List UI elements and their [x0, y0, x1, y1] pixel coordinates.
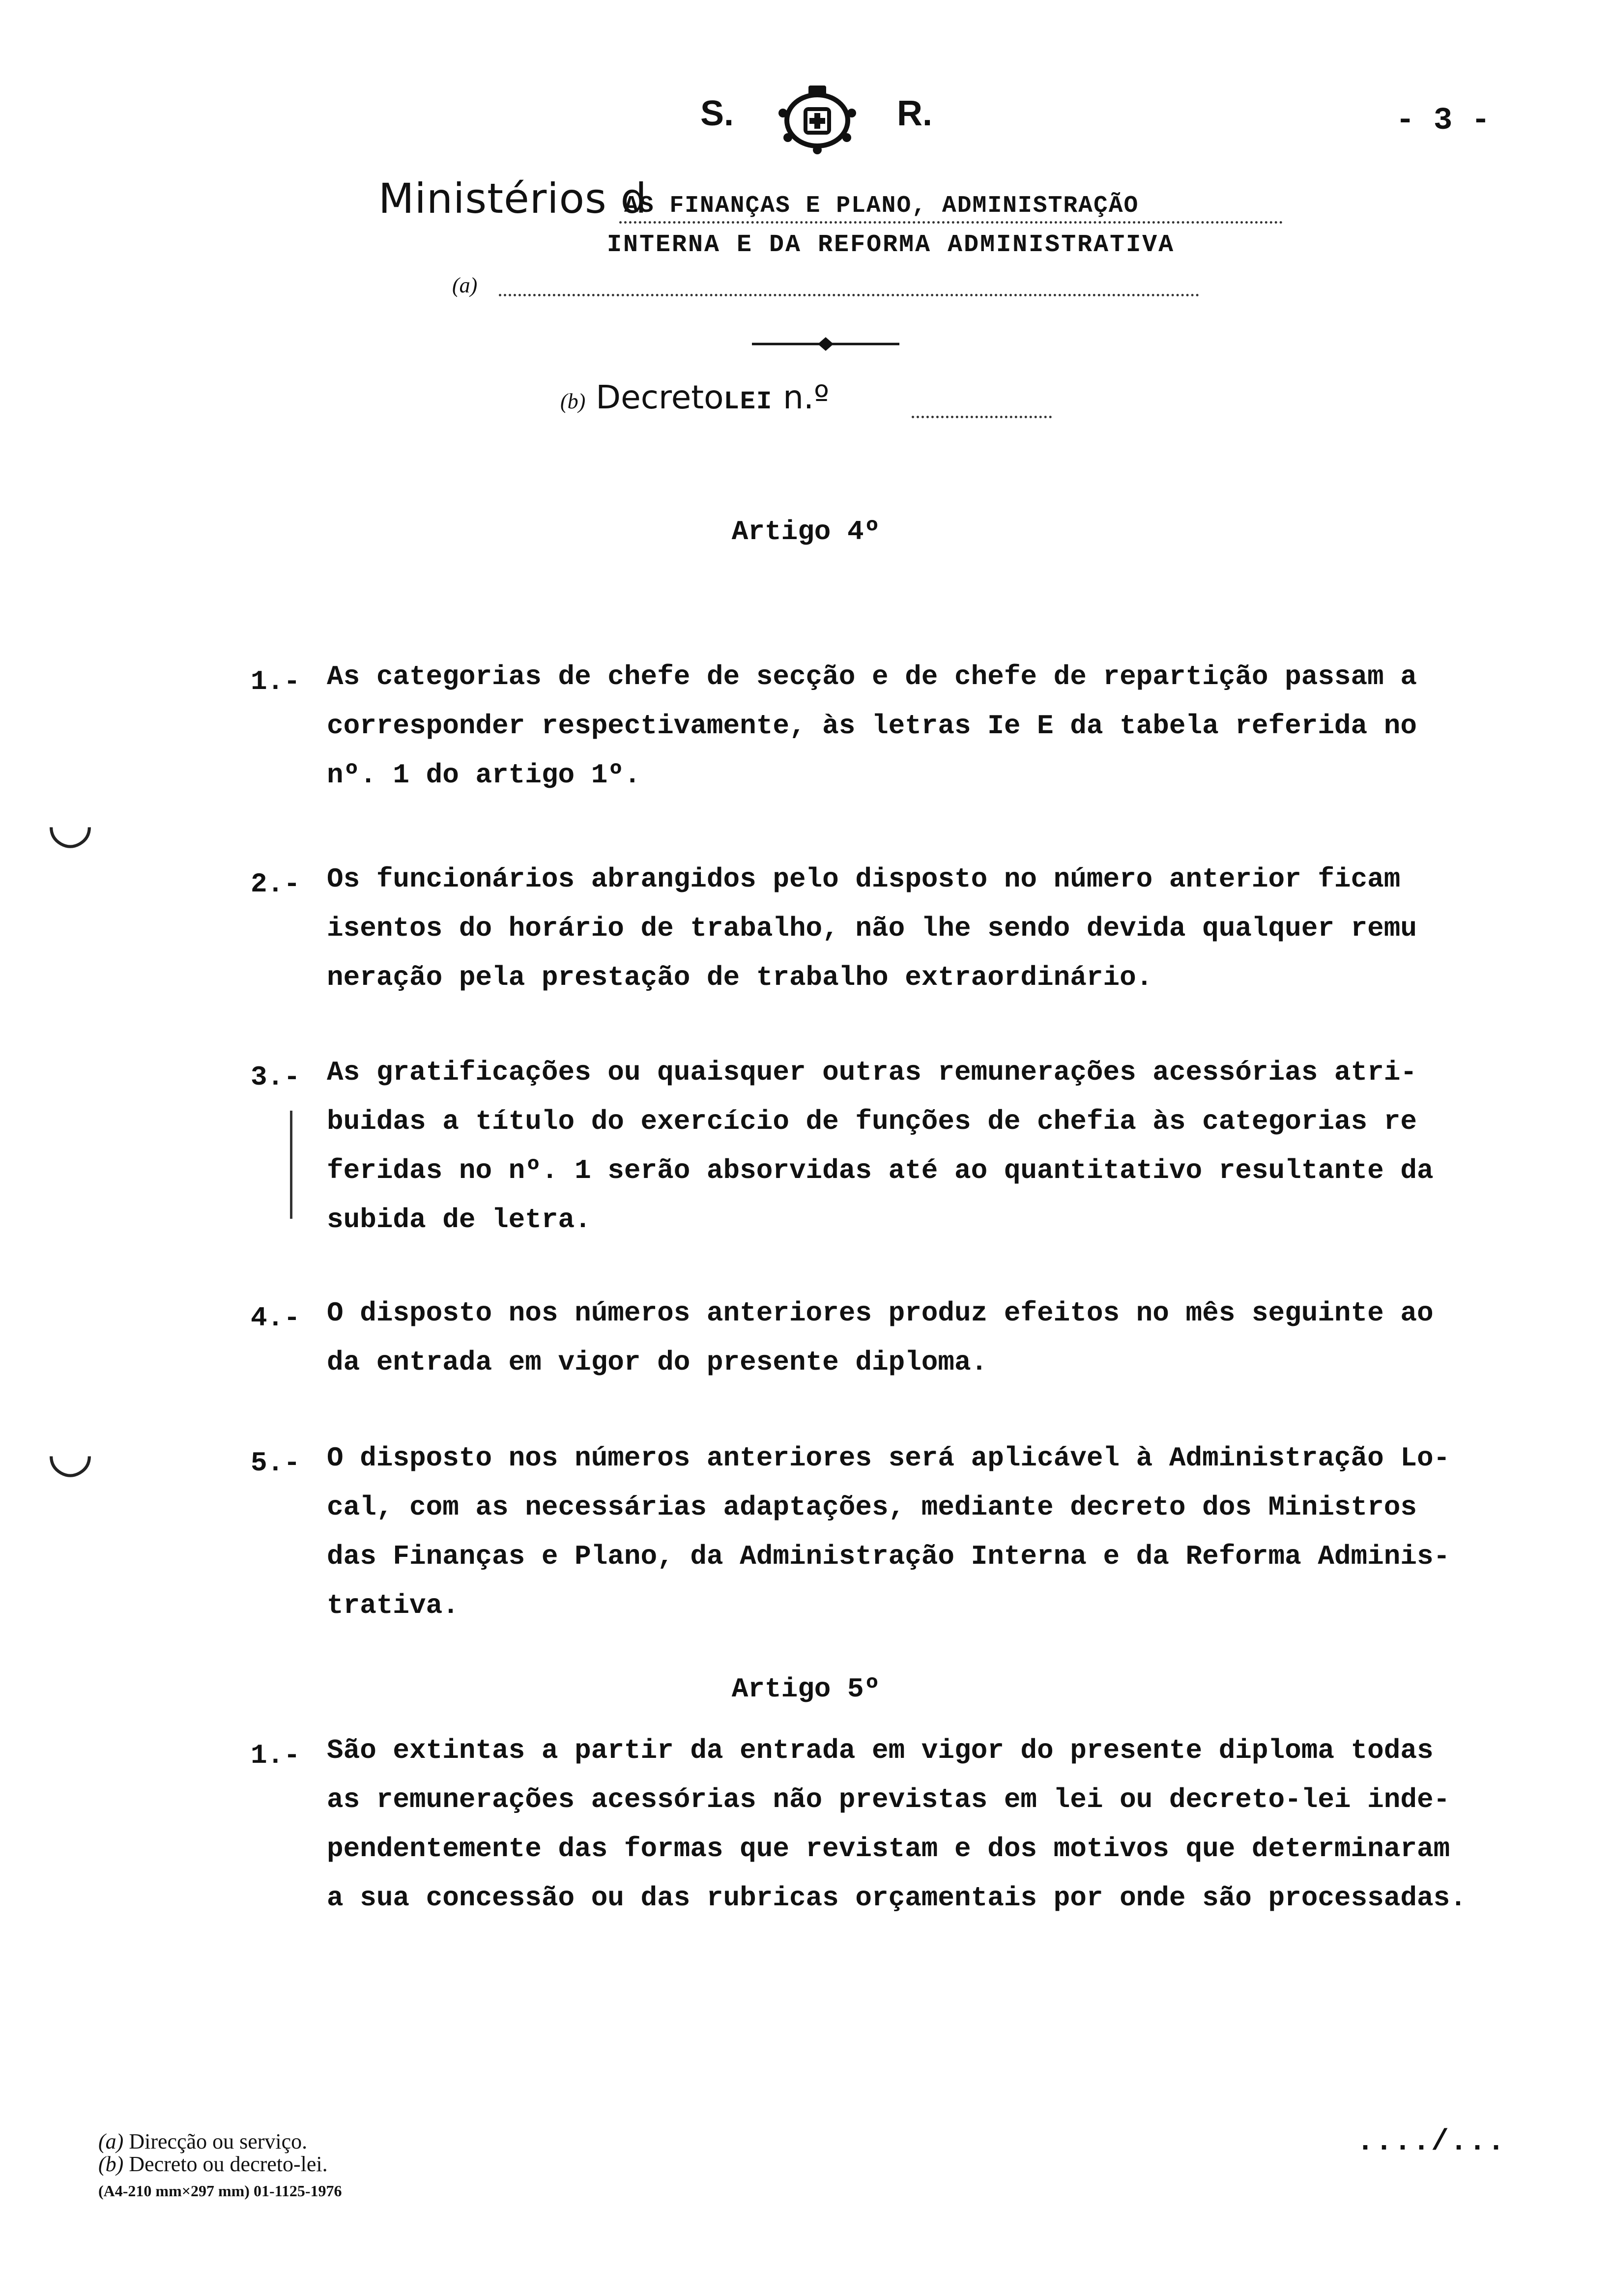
paragraph-line: corresponder respectivamente, às letras Ie E da tabela referida no — [327, 710, 1417, 742]
article-4-paragraph-2-number: 2.- — [251, 868, 300, 900]
paragraph-line: as remunerações acessórias não previstas em lei ou decreto-lei inde- — [327, 1784, 1450, 1815]
direction-fill-line — [499, 294, 1199, 296]
article-4-paragraph-3 — [327, 1048, 1531, 1244]
decree-type: LEI — [723, 387, 773, 416]
ministry-label: Ministérios d — [378, 174, 647, 223]
continuation-mark: ..../... — [1356, 2125, 1506, 2159]
paragraph-line: pendentemente das formas que revistam e dos motivos que determinaram — [327, 1833, 1450, 1865]
direction-note-marker: (a) — [452, 273, 478, 297]
footnote-b — [98, 2153, 328, 2176]
paragraph-line: Os funcionários abrangidos pelo disposto no número anterior ficam — [327, 863, 1401, 895]
ornament-divider — [752, 334, 899, 354]
paragraph-line: trativa. — [327, 1590, 459, 1621]
article-4-paragraph-4-number: 4.- — [251, 1302, 300, 1334]
page-number: - 3 - — [1396, 103, 1491, 139]
footnotes — [98, 2130, 328, 2176]
paragraph-line: isentos do horário de trabalho, não lhe sendo devida qualquer remu — [327, 913, 1417, 944]
article-5-paragraph-1 — [327, 1726, 1531, 1923]
paragraph-line: nº. 1 do artigo 1º. — [327, 759, 641, 791]
decree-heading — [560, 378, 829, 416]
decree-label: Decreto — [596, 378, 724, 416]
sr-header — [700, 84, 956, 157]
paragraph-line: a sua concessão ou das rubricas orçamentais por onde são processadas. — [327, 1882, 1467, 1914]
article-4-paragraph-4 — [327, 1289, 1531, 1387]
paragraph-line: O disposto nos números anteriores será aplicável à Administração Lo- — [327, 1442, 1450, 1474]
margin-revision-mark — [290, 1111, 292, 1219]
margin-tick-mark: ◡ — [47, 793, 94, 853]
footnote-a-text: Direcção ou serviço. — [129, 2129, 308, 2153]
decree-number-label: n.º — [783, 378, 830, 416]
article-4-paragraph-1 — [327, 652, 1531, 800]
paragraph-line: da entrada em vigor do presente diploma. — [327, 1347, 988, 1378]
paragraph-line: O disposto nos números anteriores produz efeitos no mês seguinte ao — [327, 1297, 1434, 1329]
paragraph-line: buidas a título do exercício de funções de chefia às categorias re — [327, 1106, 1417, 1137]
paragraph-line: feridas no nº. 1 serão absorvidas até ao quantitativo resultante da — [327, 1155, 1434, 1186]
footnote-b-text: Decreto ou decreto-lei. — [129, 2152, 328, 2176]
ministry-name-line2: INTERNA E DA REFORMA ADMINISTRATIVA — [607, 231, 1175, 259]
margin-tick-mark: ◡ — [47, 1422, 94, 1482]
coat-of-arms-icon — [773, 84, 862, 157]
paragraph-line: As gratificações ou quaisquer outras remunerações acessórias atri- — [327, 1057, 1417, 1088]
article-4-paragraph-1-number: 1.- — [251, 666, 300, 697]
footnote-a — [98, 2130, 328, 2153]
footnote-b-marker: (b) — [98, 2152, 124, 2176]
article-4-paragraph-5 — [327, 1434, 1531, 1630]
sr-left: S. — [700, 94, 734, 133]
paragraph-line: As categorias de chefe de secção e de chefe de repartição passam a — [327, 661, 1417, 692]
paragraph-line: cal, com as necessárias adaptações, mediante decreto dos Ministros — [327, 1492, 1417, 1523]
paragraph-line: neração pela prestação de trabalho extraordinário. — [327, 962, 1153, 993]
decree-number-fill-line — [912, 416, 1052, 418]
paragraph-line: subida de letra. — [327, 1204, 591, 1235]
paragraph-line: das Finanças e Plano, da Administração Interna e da Reforma Adminis- — [327, 1541, 1450, 1572]
form-code: (A4-210 mm×297 mm) 01-1125-1976 — [98, 2182, 342, 2200]
ministry-name-line1: AS FINANÇAS E PLANO, ADMINISTRAÇÃO — [619, 193, 1283, 224]
article-5-title: Artigo 5º — [731, 1673, 881, 1705]
article-4-paragraph-3-number: 3.- — [251, 1062, 300, 1093]
sr-right: R. — [897, 94, 932, 133]
article-4-paragraph-2 — [327, 855, 1531, 1002]
article-5-paragraph-1-number: 1.- — [251, 1740, 300, 1771]
decree-note-marker: (b) — [560, 389, 586, 413]
footnote-a-marker: (a) — [98, 2129, 124, 2153]
paragraph-line: São extintas a partir da entrada em vigor do presente diploma todas — [327, 1735, 1434, 1766]
article-4-title: Artigo 4º — [731, 516, 881, 547]
article-4-paragraph-5-number: 5.- — [251, 1447, 300, 1479]
